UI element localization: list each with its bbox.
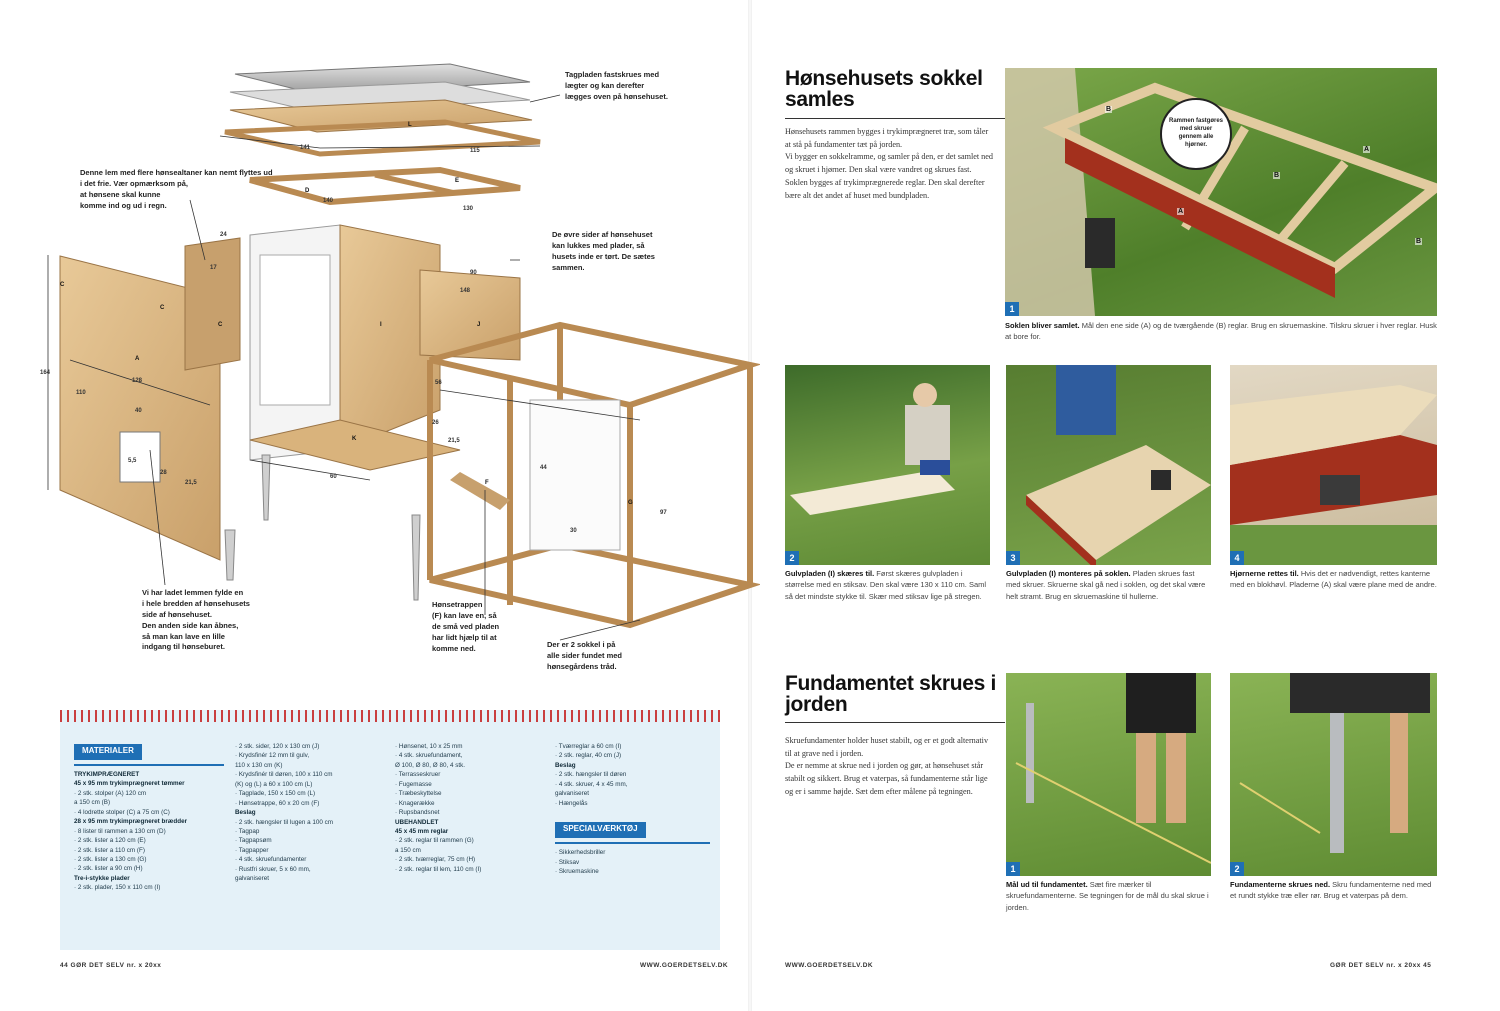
materials-item: · 4 stk. skruefundament, (395, 752, 463, 760)
caption-foundation-2-lead: Fundamenterne skrues ned. (1230, 880, 1331, 889)
materials-item: · Krydsfinér til døren, 100 x 110 cm (235, 771, 333, 779)
caption-foundation-2 (1230, 879, 1437, 902)
stairs-callout: Hønsetrappen (F) kan lave en, så de små ved pladen har lidt hjælp til at komme ned. (432, 600, 500, 653)
materials-column-2 (235, 742, 385, 884)
website-left: WWW.GOERDETSELV.DK (640, 962, 729, 969)
dimension-label: 115 (470, 148, 480, 154)
caption-step-2-text: Først skæres gulvpladen i størrelse med en stiksav. Den skal være 130 x 110 cm. Saml så det mindste stykke til. Skær med stiksav lige på stregen. (785, 569, 987, 601)
caption-step-3 (1006, 568, 1211, 602)
door-callout: Vi har ladet lemmen fylde en i hele bredden af hønsehusets side af hønsehuset. Den anden side kan åbnes, så man kan lave en lille indgang til hønseburet. (142, 588, 250, 652)
photo-5-drawing (1006, 673, 1211, 876)
section-body-base: Hønsehusets rammen bygges i trykimprægneret træ, som tåler at stå på fundamenter tæt på jorden. Vi bygger en sokkelramme, og samler på den, er det samlet ned og skruet i hjørner. Den skal være vandret og skrues fast. Soklen bygges af trykimprægnerede reglar. Den skal derefter bære alt det andet af huset med bundpladen. (785, 127, 993, 200)
title-rule (785, 722, 1005, 723)
materials-item: · Skruemaskine (555, 867, 599, 875)
step-number-badge: 1 (1005, 302, 1019, 316)
materials-border-decoration (60, 710, 720, 722)
step-photo-2 (785, 365, 990, 565)
materials-item: · Tagpapsøm (235, 837, 272, 845)
materials-item: TRYKIMPRÆGNERET (74, 771, 140, 778)
dimension-label: 148 (460, 288, 471, 294)
materials-item: · 2 stk. reglar til lem, 110 cm (I) (395, 865, 482, 873)
step-photo-1 (1005, 68, 1437, 316)
dimension-label: 164 (40, 370, 51, 376)
materials-item: · Rupsbandsnet (395, 809, 440, 817)
page-folio-left: 44 GØR DET SELV nr. x 20xx (60, 962, 162, 969)
dimension-label: 26 (432, 420, 439, 426)
photo-1-part-label: A (1364, 146, 1370, 153)
caption-step-2 (785, 568, 990, 602)
photo-1-badge: Rammen fastgøres med skruer gennem alle hjørner. (1160, 98, 1232, 170)
materials-item: a 150 cm (B) (74, 799, 111, 807)
materials-item: Beslag (555, 761, 576, 769)
photo-1-part-label: B (1416, 238, 1422, 245)
materials-item: · 2 stk. reglar, 40 cm (J) (555, 752, 622, 760)
materials-box (60, 710, 720, 950)
caption-step-2-lead: Gulvpladen (I) skæres til. (785, 569, 875, 578)
dimension-label: 97 (660, 510, 667, 516)
photo-6-drawing (1230, 673, 1437, 876)
materials-item: galvaniseret (555, 790, 589, 798)
materials-item: (K) og (L) a 60 x 100 cm (L) (235, 780, 313, 788)
materials-item: · 2 stk. lister a 120 cm (E) (74, 837, 146, 845)
caption-step-4-lead: Hjørnerne rettes til. (1230, 569, 1299, 578)
dimension-label: 128 (132, 378, 143, 384)
dimension-label: 130 (463, 206, 474, 212)
photo-1-part-label: A (1178, 208, 1184, 215)
materials-item: · Træbeskyttelse (395, 790, 442, 798)
section-title-foundation: Fundamentet skrues i jorden (785, 672, 997, 717)
materials-item: · 2 stk. tværreglar, 75 cm (H) (395, 856, 476, 864)
materials-item: · 4 stk. skruefundamenter (235, 856, 307, 864)
materials-item: · Tagpapper (235, 846, 269, 854)
materials-item: · 2 stk. reglar til rammen (G) (395, 837, 474, 845)
step-number-badge: 1 (1006, 862, 1020, 876)
materials-item: · 2 stk. plader, 150 x 110 cm (I) (74, 884, 161, 892)
section-title-base: Hønsehusets sokkel samles (785, 67, 983, 112)
step-photo-4 (1230, 365, 1437, 565)
dimension-label: 90 (470, 270, 477, 276)
materials-item: 45 x 95 mm trykimprægneret tømmer (74, 780, 185, 788)
part-label: C (218, 322, 223, 328)
part-label: K (352, 436, 357, 442)
part-label: D (305, 188, 310, 194)
materials-item: 28 x 95 mm trykimprægneret brædder (74, 818, 188, 826)
materials-item: · Tværreglar a 60 cm (I) (555, 743, 622, 750)
part-label: A (135, 356, 140, 362)
step-number-badge: 2 (785, 551, 799, 565)
board-callout: Denne lem med flere hønsealtaner kan nemt flyttes ud i det frie. Vær opmærksom på, at hønsene skal kunne komme ind og ud i regn. (80, 168, 273, 210)
dimension-label: 21,5 (185, 480, 197, 486)
dimension-label: 56 (435, 380, 442, 386)
materials-heading: MATERIALER (74, 744, 142, 760)
materials-item: · Terrasseskruer (395, 771, 441, 779)
materials-list-4 (555, 742, 710, 808)
dimension-label: 17 (210, 265, 217, 271)
exploded-diagram (40, 60, 760, 690)
materials-item: 110 x 130 cm (K) (235, 761, 283, 769)
step-number-badge: 3 (1006, 551, 1020, 565)
dimension-label: 110 (76, 390, 86, 396)
caption-foundation-1 (1006, 879, 1211, 913)
caption-step-4 (1230, 568, 1437, 591)
part-label: I (380, 322, 382, 328)
caption-foundation-1-lead: Mål ud til fundamentet. (1006, 880, 1088, 889)
dimension-label: 24 (220, 232, 227, 238)
materials-item: · Sikkerhedsbriller (555, 849, 606, 857)
dimension-label: 44 (540, 465, 547, 471)
materials-item: galvaniseret (235, 875, 269, 883)
caption-step-3-text: Pladen skrues fast med skruer. Skruerne skal gå ned i soklen, og det skal være helt stramt. Brug en skruemaskine til hullerne. (1006, 569, 1206, 601)
photo-1-part-label: B (1274, 172, 1280, 179)
materials-item: · Fugemasse (395, 780, 432, 788)
step-number-badge: 2 (1230, 862, 1244, 876)
materials-item: · 2 stk. lister a 110 cm (F) (74, 846, 145, 854)
photo-4-drawing (1230, 365, 1437, 565)
materials-item: · 2 stk. stolper (A) 120 cm (74, 789, 147, 797)
photo-1-drawing (1005, 68, 1437, 316)
dimension-label: 21,5 (448, 438, 460, 444)
materials-column-1 (74, 742, 224, 893)
part-label: E (455, 178, 460, 184)
step-number-badge: 4 (1230, 551, 1244, 565)
materials-item: · 2 stk. lister a 90 cm (H) (74, 865, 143, 873)
website-right: WWW.GOERDETSELV.DK (785, 962, 874, 969)
materials-item: · Tagplade, 150 x 150 cm (L) (235, 790, 316, 798)
materials-item: · Hængelås (555, 799, 588, 807)
materials-item: · 2 stk. hængsler til lugen a 100 cm (235, 818, 333, 826)
step-photo-5 (1006, 673, 1211, 876)
special-tools-list (555, 848, 710, 876)
part-label: C (160, 305, 165, 311)
materials-item: Beslag (235, 809, 256, 817)
materials-list-2 (235, 742, 385, 884)
materials-item: · 8 lister til rammen a 130 cm (D) (74, 827, 166, 835)
step-photo-3 (1006, 365, 1211, 565)
materials-list-3 (395, 742, 545, 874)
materials-item: · Hønsenet, 10 x 25 mm (395, 743, 463, 750)
caption-step-1-text: Mål den ene side (A) og de tværgående (B) reglar. Brug en skruemaskine. Tilskru skruer i hver reglar. Husk at bore for. (1005, 321, 1437, 342)
materials-item: Ø 100, Ø 80, Ø 80, 4 stk. (395, 761, 466, 769)
materials-column-4 (555, 742, 710, 876)
dimension-label: 40 (135, 408, 142, 414)
photo-1-part-label: B (1106, 106, 1112, 113)
materials-item: · Knagerække (395, 799, 435, 807)
materials-item: · 4 stk. skruer, 4 x 45 mm, (555, 780, 628, 788)
materials-item: · 2 stk. sider, 120 x 130 cm (J) (235, 743, 320, 750)
special-tools-heading: SPECIALVÆRKTØJ (555, 822, 646, 838)
page-folio-right: GØR DET SELV nr. x 20xx 45 (1330, 962, 1432, 969)
part-label: J (477, 322, 481, 328)
caption-foundation-2-text: Skru fundamenterne ned med et rundt stykke træ eller rør. Brug et vaterpas på dem. (1230, 880, 1432, 901)
part-label: C (60, 282, 65, 288)
dimension-label: 140 (323, 198, 334, 204)
dimension-label: 5,5 (128, 458, 137, 464)
photo-2-drawing (785, 365, 990, 565)
materials-item: 45 x 45 mm reglar (395, 827, 449, 835)
floor-callout: Der er 2 sokkel i på alle sider fundet med hønsegårdens tråd. (547, 640, 623, 671)
side-callout: De øvre sider af hønsehuset kan lukkes med plader, så husets inde er tørt. De sætes sammen. (552, 230, 655, 272)
materials-item: · Stiksav (555, 858, 580, 866)
materials-item: · Tagpap (235, 827, 260, 835)
materials-item: UBEHANDLET (395, 818, 439, 826)
materials-item: · 2 stk. lister a 130 cm (G) (74, 855, 147, 863)
section-body-foundation: Skruefundamenter holder huset stabilt, og er et godt alternativ til at grave ned i jorden. De er nemme at skrue ned i jorden og gør, at hønsehuset står stabilt og sikkert. Brug et vaterpas, så fundamenterne står lige og er i samme højde. Sæt dem efter målene på tegningen. (785, 736, 989, 796)
caption-step-1-lead: Soklen bliver samlet. (1005, 321, 1080, 330)
dimension-label: 60 (330, 474, 337, 480)
materials-item: a 150 cm (395, 846, 421, 854)
dimension-label: 30 (570, 528, 577, 534)
part-label: F (485, 480, 489, 486)
photo-3-drawing (1006, 365, 1211, 565)
step-photo-6 (1230, 673, 1437, 876)
materials-item: · 4 lodrette stolper (C) a 75 cm (C) (74, 808, 170, 816)
caption-foundation-1-text: Sæt fire mærker til skruefundamenterne. Se tegningen for de mål du skal skrue i jorden. (1006, 880, 1209, 912)
materials-list-1 (74, 770, 224, 893)
part-label: G (628, 500, 633, 506)
materials-item: Tre-i-stykke plader (74, 874, 130, 882)
materials-item: · 2 stk. hængsler til døren (555, 771, 627, 779)
roof-callout: Tagpladen fastskrues med lægter og kan derefter lægges oven på hønsehuset. (565, 70, 668, 101)
materials-item: · Rustfri skruer, 5 x 60 mm, (235, 865, 311, 873)
materials-item: · Krydsfinér 12 mm til gulv, (235, 752, 310, 760)
caption-step-1 (1005, 320, 1437, 343)
title-rule (785, 118, 1005, 119)
materials-column-3 (395, 742, 545, 874)
caption-step-3-lead: Gulvpladen (I) monteres på soklen. (1006, 569, 1131, 578)
materials-item: · Hønsetrappe, 60 x 20 cm (F) (235, 799, 320, 807)
dimension-label: 141 (300, 145, 311, 151)
dimension-label: 28 (160, 470, 167, 476)
caption-step-4-text: Hvis det er nødvendigt, rettes kanterne med en blokhøvl. Pladerne (A) skal være plane med de andre. (1230, 569, 1437, 590)
part-label: L (408, 122, 412, 128)
